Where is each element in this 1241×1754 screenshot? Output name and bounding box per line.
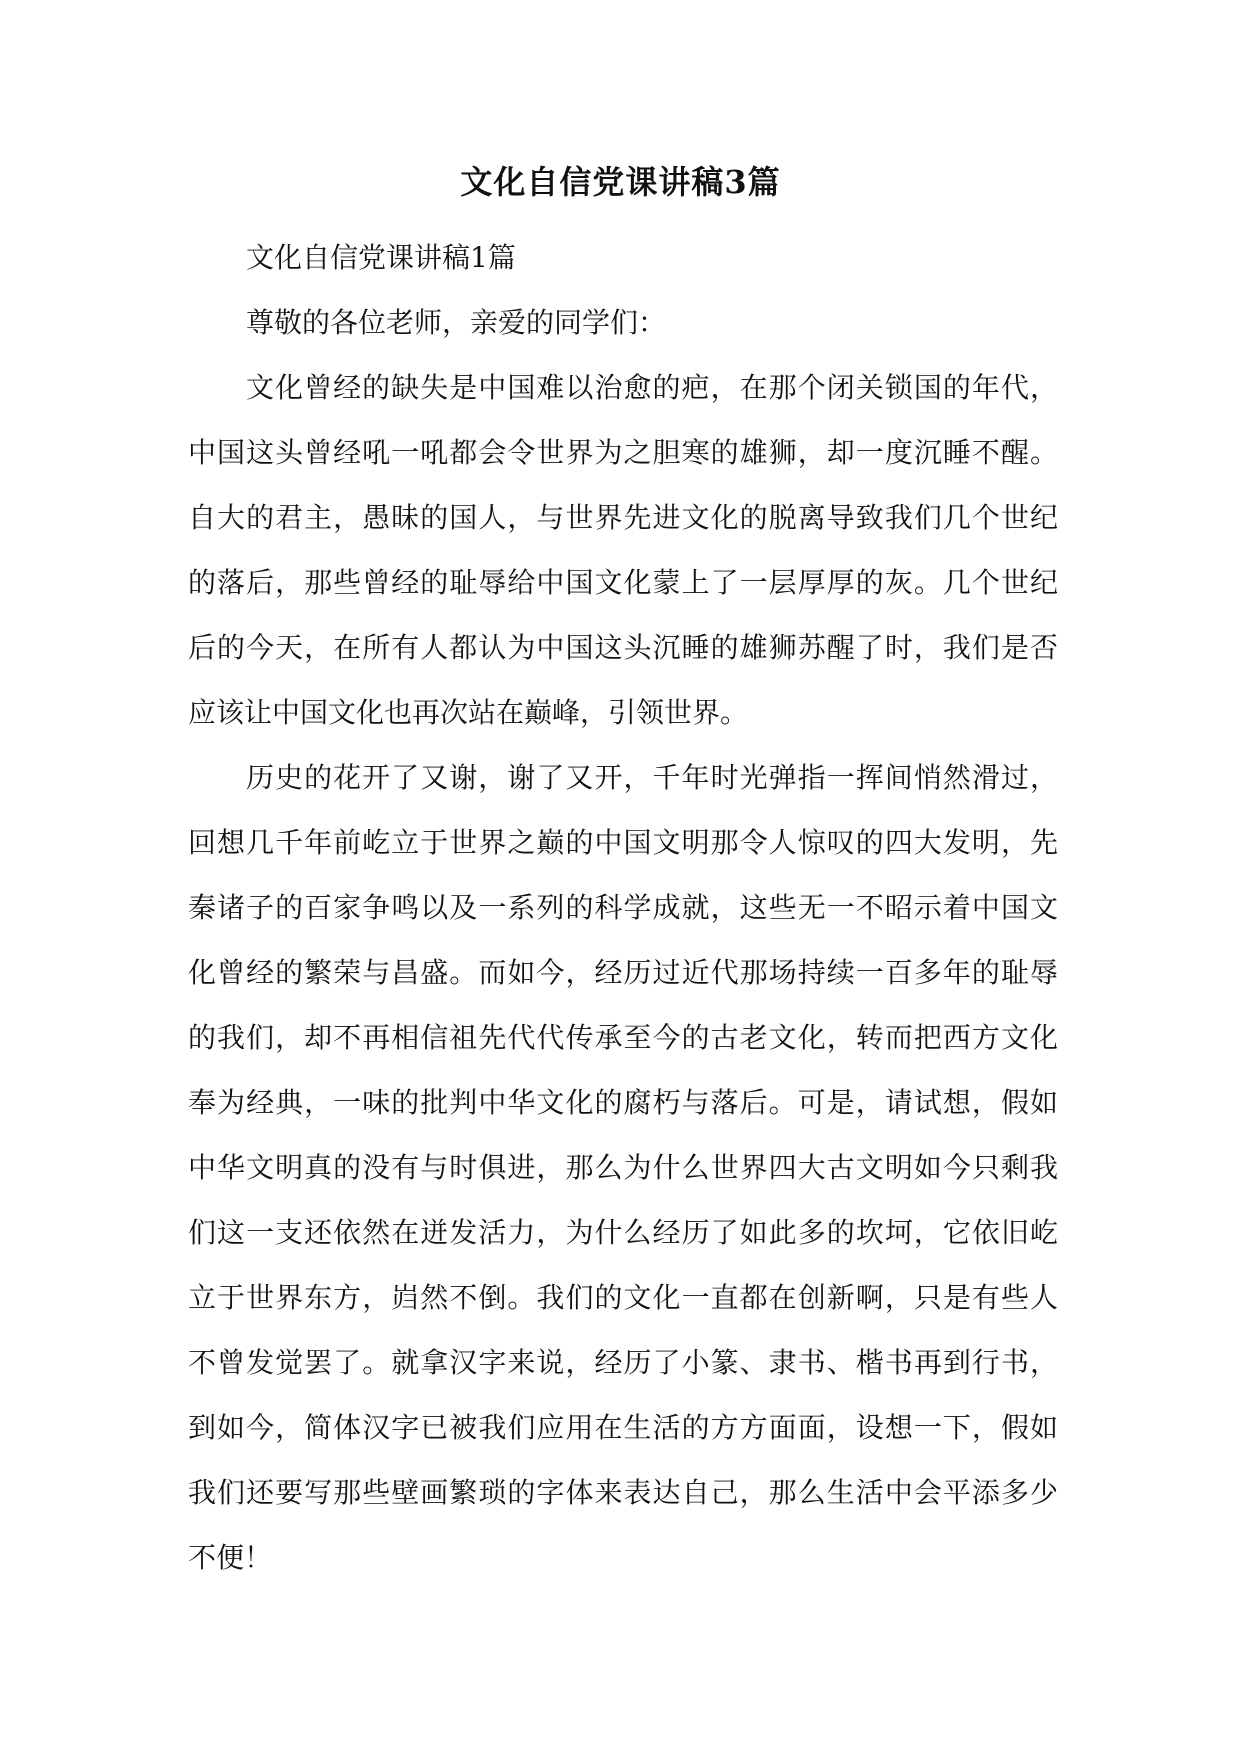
paragraph-2-line: 不便！ [188,1541,273,1574]
paragraph-1-line: 自大的君主，愚昧的国人，与世界先进文化的脱离导致我们几个世纪 [188,501,1058,534]
document-title: 文化自信党课讲稿3篇 [460,163,781,201]
paragraph-1 [188,355,1058,745]
paragraph-1-line: 后的今天，在所有人都认为中国这头沉睡的雄狮苏醒了时，我们是否 [188,631,1058,664]
paragraph-2-line: 到如今，简体汉字已被我们应用在生活的方方面面，设想一下，假如 [188,1411,1058,1444]
paragraph-2-line: 我们还要写那些壁画繁琐的字体来表达自己，那么生活中会平添多少 [188,1476,1058,1509]
paragraph-2-line: 不曾发觉罢了。就拿汉字来说，经历了小篆、隶书、楷书再到行书， [188,1346,1058,1379]
paragraph-2-line: 化曾经的繁荣与昌盛。而如今，经历过近代那场持续一百多年的耻辱 [188,956,1058,989]
subtitle: 文化自信党课讲稿1篇 [246,241,516,274]
paragraph-2-line: 回想几千年前屹立于世界之巅的中国文明那令人惊叹的四大发明，先 [188,826,1058,859]
paragraph-2-line: 的我们，却不再相信祖先代代传承至今的古老文化，转而把西方文化 [188,1021,1058,1054]
paragraph-2 [188,745,1058,1590]
salutation: 尊敬的各位老师，亲爱的同学们： [246,306,667,339]
paragraph-2-line: 历史的花开了又谢，谢了又开，千年时光弹指一挥间悄然滑过， [246,761,1058,794]
paragraph-1-line: 中国这头曾经吼一吼都会令世界为之胆寒的雄狮，却一度沉睡不醒。 [188,436,1058,469]
paragraph-2-line: 们这一支还依然在迸发活力，为什么经历了如此多的坎坷，它依旧屹 [188,1216,1058,1249]
paragraph-2-line: 立于世界东方，岿然不倒。我们的文化一直都在创新啊，只是有些人 [188,1281,1058,1314]
paragraph-1-line: 文化曾经的缺失是中国难以治愈的疤，在那个闭关锁国的年代， [246,371,1058,404]
paragraph-1-line: 的落后，那些曾经的耻辱给中国文化蒙上了一层厚厚的灰。几个世纪 [188,566,1058,599]
paragraph-2-line: 秦诸子的百家争鸣以及一系列的科学成就，这些无一不昭示着中国文 [188,891,1058,924]
paragraph-1-line: 应该让中国文化也再次站在巅峰，引领世界。 [188,696,749,729]
paragraph-2-line: 中华文明真的没有与时俱进，那么为什么世界四大古文明如今只剩我 [188,1151,1058,1184]
document-body [188,225,1058,1590]
paragraph-2-line: 奉为经典，一味的批判中华文化的腐朽与落后。可是，请试想，假如 [188,1086,1058,1119]
